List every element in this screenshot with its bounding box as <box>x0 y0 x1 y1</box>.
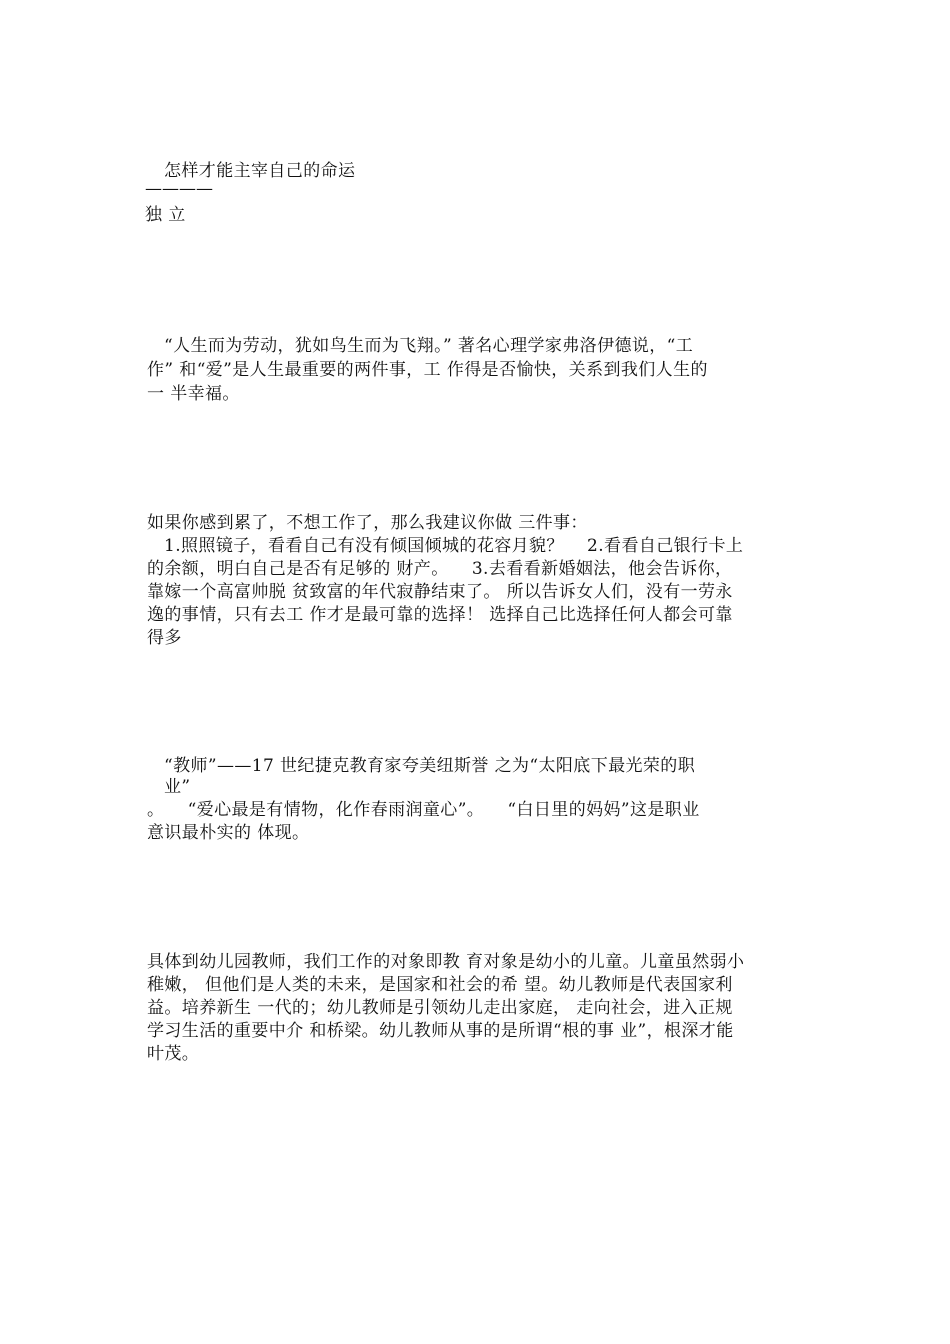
paragraph-line: 具体到幼儿园教师，我们工作的对象即教 育对象是幼小的儿童。儿童虽然弱小 <box>147 952 745 972</box>
paragraph-line: 如果你感到累了，不想工作了，那么我建议你做 三件事： <box>147 513 588 533</box>
paragraph-line: 稚嫩， 但他们是人类的未来，是国家和社会的希 望。幼儿教师是代表国家利 <box>147 975 733 995</box>
paragraph-line: 业” <box>164 777 191 797</box>
document-title: 怎样才能主宰自己的命运 <box>164 161 356 181</box>
paragraph-line: 一 半幸福。 <box>147 384 240 404</box>
paragraph-line: 叶茂。 <box>147 1044 200 1064</box>
paragraph-line: 逸的事情，只有去工 作才是最可靠的选择！ 选择自己比选择任何人都会可靠 <box>147 605 733 625</box>
paragraph-line: “人生而为劳动，犹如鸟生而为飞翔。” 著名心理学家弗洛伊德说，“工 <box>164 336 694 356</box>
paragraph-line: 1.照照镜子，看看自己有没有倾国倾城的花容月貌？ 2.看看自己银行卡上 <box>164 536 744 556</box>
title-dash: ———— <box>145 179 213 199</box>
paragraph-line: 益。培养新生 一代的；幼儿教师是引领幼儿走出家庭， 走向社会，进入正规 <box>147 998 733 1018</box>
paragraph-line: 得多 <box>147 628 182 648</box>
paragraph-line: “教师”——17 世纪捷克教育家夸美纽斯誉 之为“太阳底下最光荣的职 <box>164 756 696 776</box>
author-name: 独 立 <box>145 205 186 225</box>
paragraph-line: 作” 和“爱”是人生最重要的两件事，工 作得是否愉快，关系到我们人生的 <box>147 360 708 380</box>
paragraph-line: 。 “爱心最是有情物，化作春雨润童心”。 “白日里的妈妈”这是职业 <box>147 800 700 820</box>
paragraph-line: 意识最朴实的 体现。 <box>147 823 310 843</box>
paragraph-line: 学习生活的重要中介 和桥梁。幼儿教师从事的是所谓“根的事 业”，根深才能 <box>147 1021 734 1041</box>
paragraph-line: 的余额，明白自己是否有足够的 财产。 3.去看看新婚姻法，他会告诉你， <box>147 559 733 579</box>
paragraph-line: 靠嫁一个高富帅脱 贫致富的年代寂静结束了。 所以告诉女人们，没有一劳永 <box>147 582 733 602</box>
